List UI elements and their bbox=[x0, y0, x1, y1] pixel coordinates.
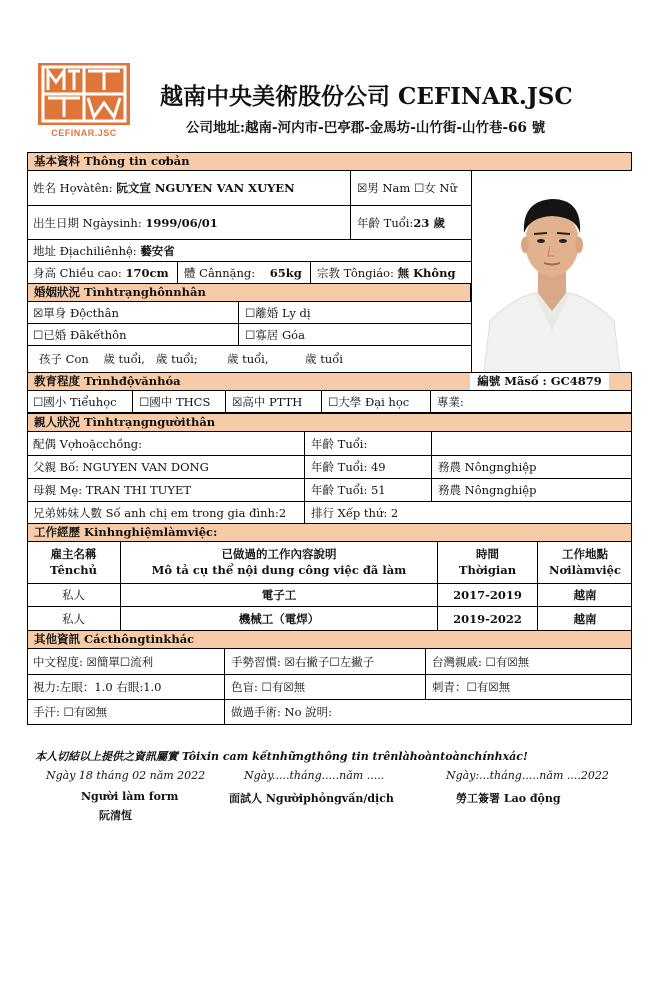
colorblind-checkbox[interactable]: 色盲: ☐有☒無 bbox=[224, 675, 425, 699]
weight-label: 體 Cânnặng: bbox=[184, 266, 256, 280]
divorced-checkbox[interactable]: ☐離婚 Ly dị bbox=[238, 302, 471, 323]
col-place-vi: Nơilàmviệc bbox=[549, 563, 621, 577]
company-address: 公司地址:越南-河内市-巴亭郡-金馬坊-山竹街-山竹巷-66 號 bbox=[186, 120, 546, 136]
chinese-level[interactable]: 中文程度: ☒簡單☐流利 bbox=[33, 655, 154, 669]
father-job: 務農 Nôngnghiệp bbox=[431, 456, 632, 478]
col-time-vi: Thờigian bbox=[458, 563, 517, 577]
children-text: 孩子 Con 歲 tuổi, 歲 tuổi; 歲 tuổi, 歲 tuổi bbox=[39, 352, 343, 366]
mother-row bbox=[27, 479, 632, 502]
father-field: 父親 Bố: NGUYEN VAN DONG bbox=[33, 460, 209, 474]
address-row bbox=[27, 240, 471, 262]
work-employer: 私人 bbox=[62, 588, 85, 602]
other-row-2 bbox=[27, 675, 632, 700]
mother-age: 年齡 Tuổi: 51 bbox=[304, 479, 431, 501]
date-form: Ngày 18 tháng 02 năm 2022 bbox=[46, 769, 206, 782]
religion-value: 無 Không bbox=[397, 266, 456, 280]
rank-field: 排行 Xếp thứ: 2 bbox=[304, 502, 632, 523]
father-age: 年齡 Tuổi: 49 bbox=[304, 456, 431, 478]
married-checkbox[interactable]: ☐已婚 Đãkếthôn bbox=[33, 328, 127, 342]
primary-checkbox[interactable]: ☐國小 Tiểuhọc bbox=[33, 395, 117, 409]
father-row bbox=[27, 456, 632, 479]
applicant-photo bbox=[471, 171, 632, 372]
spouse-field: 配偶 Vợhoặcchồng: bbox=[33, 437, 143, 451]
high-checkbox[interactable]: ☒高中 PTTH bbox=[225, 391, 321, 412]
section-family: 親人狀況 Tìnhtrạngngườithân bbox=[27, 413, 632, 432]
col-desc-zh: 已做過的工作內容說明 bbox=[221, 547, 337, 561]
work-place: 越南 bbox=[537, 584, 632, 606]
dob-label: 出生日期 Ngàysinh: bbox=[33, 216, 142, 230]
date-worker: Ngày:...tháng.....năm ....2022 bbox=[446, 769, 609, 782]
work-row bbox=[27, 607, 632, 631]
date-interviewer: Ngày.....tháng.....năm ..... bbox=[244, 769, 385, 782]
name-row bbox=[27, 171, 471, 206]
mttw-logo-icon bbox=[38, 63, 130, 125]
education-title: 教育程度 Trìnhđộvănhóa bbox=[34, 374, 181, 388]
address-label: 地址 Địachiliênhệ: bbox=[33, 244, 137, 258]
siblings-field: 兄弟姊妹人數 Số anh chị em trong gia đình:2 bbox=[33, 506, 287, 520]
dob-value: 1999/06/01 bbox=[145, 216, 218, 230]
person-photo-icon bbox=[472, 171, 632, 371]
children-row bbox=[27, 346, 471, 372]
col-time-zh: 時間 bbox=[476, 547, 499, 561]
body-row bbox=[27, 262, 471, 284]
work-desc: 機械工（電焊） bbox=[120, 607, 437, 630]
address-value: 藝安省 bbox=[140, 244, 175, 258]
section-basic-info: 基本資料 Thông tin cơbản bbox=[27, 152, 632, 171]
marital-row-2 bbox=[27, 324, 471, 346]
work-header-row bbox=[27, 542, 632, 584]
signer-name: 阮清恆 bbox=[99, 809, 132, 822]
work-place: 越南 bbox=[537, 607, 632, 630]
mother-field: 母親 Mẹ: TRAN THI TUYET bbox=[33, 483, 192, 497]
other-row-1 bbox=[27, 649, 632, 675]
col-employer-zh: 雇主名稱 bbox=[50, 547, 97, 561]
height-label: 身高 Chiều cao: bbox=[33, 266, 122, 280]
gender-checkbox[interactable]: ☒男 Nam ☐女 Nữ bbox=[350, 171, 471, 205]
signer-form-label: Người làm form bbox=[81, 790, 179, 803]
education-row bbox=[27, 391, 632, 413]
interviewer-label: 面試人 Ngườiphỏngvấn/dịch bbox=[229, 792, 394, 805]
certification-statement: 本人切結以上提供之資訊屬實 Tôixin cam kếtnhữngthông tin trênlàhoàntoànchínhxác! bbox=[35, 750, 528, 763]
widowed-checkbox[interactable]: ☐寡居 Góa bbox=[238, 324, 471, 345]
age-value: 23 歲 bbox=[413, 216, 445, 230]
worker-signature-label: 勞工簽署 Lao động bbox=[456, 792, 561, 805]
code-number: 編號 Mãsố : GC4879 bbox=[470, 373, 609, 390]
company-logo bbox=[38, 63, 130, 125]
single-checkbox[interactable]: ☒單身 Độcthân bbox=[33, 306, 119, 320]
sweat-checkbox[interactable]: 手汗: ☐有☒無 bbox=[33, 705, 108, 719]
spouse-age: 年齡 Tuổi: bbox=[304, 432, 431, 455]
company-name: 越南中央美術股份公司 CEFINAR.JSC bbox=[160, 83, 573, 110]
section-marital: 婚姻狀況 Tìnhtrạnghônnhân bbox=[27, 283, 471, 302]
work-time: 2019-2022 bbox=[437, 607, 537, 630]
col-desc-vi: Mô tả cụ thể nội dung công việc đã làm bbox=[151, 563, 407, 577]
col-place-zh: 工作地點 bbox=[562, 547, 608, 561]
name-label: 姓名 Họvàtên: bbox=[33, 181, 113, 195]
taiwan-relatives[interactable]: 台灣親戚: ☐有☒無 bbox=[425, 649, 632, 674]
major-field: 專業: bbox=[430, 391, 632, 412]
height-value: 170cm bbox=[125, 266, 169, 280]
weight-value: 65kg bbox=[269, 266, 302, 280]
religion-label: 宗教 Tôngiáo: bbox=[317, 266, 394, 280]
logo-text: CEFINAR.JSC bbox=[51, 128, 117, 138]
work-employer: 私人 bbox=[62, 612, 85, 626]
middle-checkbox[interactable]: ☐國中 THCS bbox=[132, 391, 225, 412]
col-employer-vi: Tênchủ bbox=[50, 563, 97, 577]
section-other: 其他資訊 Cácthôngtinkhác bbox=[27, 630, 632, 649]
marital-row-1 bbox=[27, 302, 471, 324]
age-label: 年齡 Tuổi: bbox=[357, 216, 414, 230]
mother-job: 務農 Nôngnghiệp bbox=[431, 479, 632, 501]
spouse-row bbox=[27, 432, 632, 456]
work-row bbox=[27, 584, 632, 607]
name-value: 阮文宣 NGUYEN VAN XUYEN bbox=[116, 181, 295, 195]
university-checkbox[interactable]: ☐大學 Đại học bbox=[321, 391, 430, 412]
work-desc: 電子工 bbox=[120, 584, 437, 606]
handedness[interactable]: 手勢習慣: ☒右撇子☐左撇子 bbox=[224, 649, 425, 674]
tattoo-checkbox[interactable]: 刺青：☐有☒無 bbox=[425, 675, 632, 699]
section-work: 工作經歷 Kinhnghiệmlàmviệc: bbox=[27, 523, 632, 542]
vision-field: 視力:左眼：1.0 右眼:1.0 bbox=[33, 680, 162, 694]
dob-row bbox=[27, 206, 471, 240]
siblings-row bbox=[27, 502, 632, 524]
work-time: 2017-2019 bbox=[437, 584, 537, 606]
section-education bbox=[27, 372, 632, 391]
surgery-field: 做過手術: No 說明: bbox=[224, 700, 632, 725]
other-row-3 bbox=[27, 700, 632, 725]
